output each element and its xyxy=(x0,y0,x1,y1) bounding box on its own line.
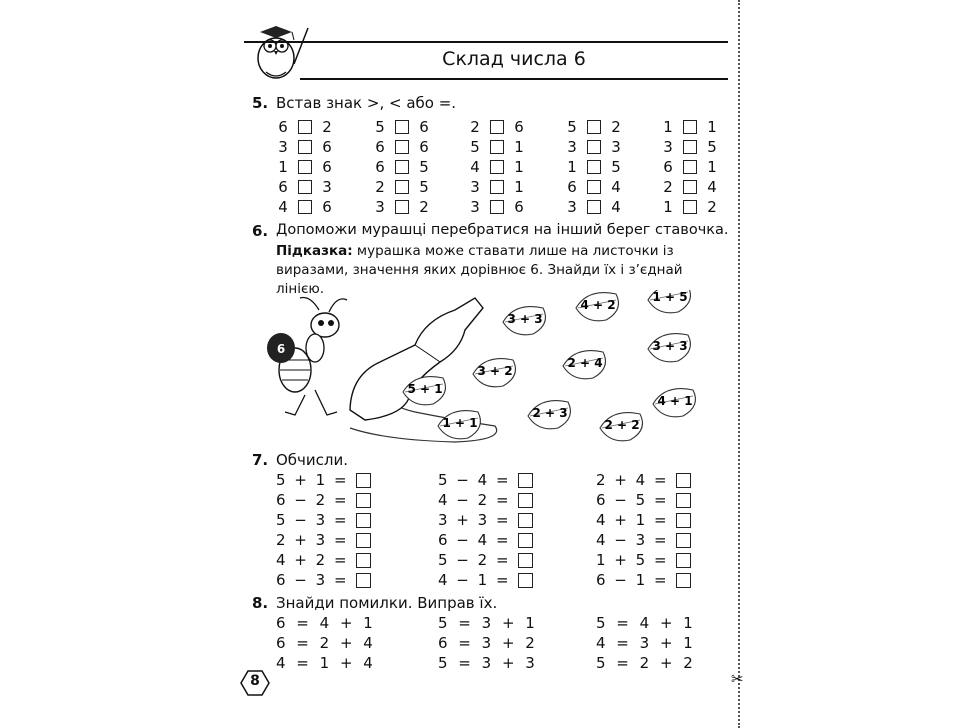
calc-expression: 4 + 2 = xyxy=(276,551,349,569)
left-number: 2 xyxy=(663,178,673,196)
answer-box[interactable] xyxy=(518,533,533,548)
comparison-item xyxy=(373,177,431,197)
hint-text: мурашка може ставати лише на листочки із виразами, значення яких дорівнює 6. Знайди їх і з’єднай лінією. xyxy=(276,243,683,297)
calc-expression: 6 − 4 = xyxy=(438,531,511,549)
right-number: 2 xyxy=(322,118,332,136)
answer-box[interactable] xyxy=(356,493,371,508)
answer-box[interactable] xyxy=(676,573,691,588)
calc-expression: 4 − 1 = xyxy=(438,571,511,589)
page-number: 8 xyxy=(250,673,260,689)
answer-box[interactable] xyxy=(587,200,601,214)
left-number: 3 xyxy=(470,178,480,196)
task8-number: 8. xyxy=(252,594,269,612)
comparison-item xyxy=(468,137,526,157)
comparison-item xyxy=(276,157,334,177)
answer-box[interactable] xyxy=(676,513,691,528)
right-number: 1 xyxy=(707,118,717,136)
left-number: 6 xyxy=(375,158,385,176)
left-number: 6 xyxy=(278,178,288,196)
hint-label: Підказка: xyxy=(276,243,353,259)
calc-expression: 2 + 4 = xyxy=(596,471,669,489)
calc-item xyxy=(438,570,533,590)
header-rule-bottom xyxy=(300,78,728,80)
comparison-item xyxy=(276,137,334,157)
right-number: 5 xyxy=(419,158,429,176)
calc-item xyxy=(276,550,371,570)
comparison-item xyxy=(373,197,431,217)
comparison-item xyxy=(661,157,719,177)
calc-item xyxy=(596,510,691,530)
answer-box[interactable] xyxy=(395,200,409,214)
calc-expression: 6 − 2 = xyxy=(276,491,349,509)
answer-box[interactable] xyxy=(587,180,601,194)
equation-item: 4 = 3 + 1 xyxy=(596,634,696,652)
comparison-item xyxy=(373,117,431,137)
comparison-item xyxy=(565,177,623,197)
task8-instruction: Знайди помилки. Виправ їх. xyxy=(276,594,498,612)
left-number: 4 xyxy=(470,158,480,176)
answer-box[interactable] xyxy=(490,160,504,174)
calc-item xyxy=(276,510,371,530)
answer-box[interactable] xyxy=(587,160,601,174)
left-number: 1 xyxy=(567,158,577,176)
right-number: 6 xyxy=(322,198,332,216)
answer-box[interactable] xyxy=(298,200,312,214)
calc-item xyxy=(276,530,371,550)
calc-expression: 4 + 1 = xyxy=(596,511,669,529)
right-number: 6 xyxy=(419,138,429,156)
calc-expression: 1 + 5 = xyxy=(596,551,669,569)
calc-item xyxy=(438,470,533,490)
leaf[interactable] xyxy=(648,334,690,362)
page-title: Склад числа 6 xyxy=(442,48,586,70)
task6-instruction: Допоможи мурашці перебратися на інший берег ставочка. xyxy=(276,222,729,238)
right-number: 1 xyxy=(514,138,524,156)
comparison-item xyxy=(468,177,526,197)
leaf-expression: 2 + 3 xyxy=(532,406,568,420)
right-number: 1 xyxy=(514,158,524,176)
answer-box[interactable] xyxy=(395,160,409,174)
leaf[interactable] xyxy=(528,401,570,429)
right-number: 1 xyxy=(514,178,524,196)
right-number: 6 xyxy=(514,118,524,136)
answer-box[interactable] xyxy=(518,553,533,568)
calc-expression: 6 − 3 = xyxy=(276,571,349,589)
equation-item: 6 = 3 + 2 xyxy=(438,634,538,652)
task7-instruction: Обчисли. xyxy=(276,451,349,469)
answer-box[interactable] xyxy=(298,180,312,194)
right-number: 2 xyxy=(707,198,717,216)
left-number: 2 xyxy=(470,118,480,136)
answer-box[interactable] xyxy=(356,573,371,588)
comparison-item xyxy=(661,197,719,217)
leaf-expression: 5 + 1 xyxy=(407,382,443,396)
left-number: 5 xyxy=(375,118,385,136)
answer-box[interactable] xyxy=(683,120,697,134)
right-number: 3 xyxy=(611,138,621,156)
comparison-item xyxy=(276,177,334,197)
calc-item xyxy=(596,470,691,490)
right-number: 6 xyxy=(514,198,524,216)
calc-expression: 6 − 5 = xyxy=(596,491,669,509)
task5-number: 5. xyxy=(252,94,269,112)
comparison-item xyxy=(565,197,623,217)
answer-box[interactable] xyxy=(356,473,371,488)
calc-item xyxy=(596,530,691,550)
scissors-icon: ✂ xyxy=(731,670,744,688)
comparison-item xyxy=(468,197,526,217)
answer-box[interactable] xyxy=(676,553,691,568)
answer-box[interactable] xyxy=(298,160,312,174)
answer-box[interactable] xyxy=(518,493,533,508)
left-number: 6 xyxy=(567,178,577,196)
calc-item xyxy=(438,550,533,570)
leaf[interactable] xyxy=(653,389,695,417)
answer-box[interactable] xyxy=(683,140,697,154)
leaf-expression: 3 + 3 xyxy=(507,312,543,326)
calc-expression: 4 − 3 = xyxy=(596,531,669,549)
answer-box[interactable] xyxy=(490,120,504,134)
equation-item: 5 = 4 + 1 xyxy=(596,614,696,632)
calc-item xyxy=(596,570,691,590)
comparison-item xyxy=(565,137,623,157)
answer-box[interactable] xyxy=(490,180,504,194)
left-number: 4 xyxy=(278,198,288,216)
calc-expression: 6 − 1 = xyxy=(596,571,669,589)
right-number: 4 xyxy=(707,178,717,196)
calc-item xyxy=(276,470,371,490)
answer-box[interactable] xyxy=(490,140,504,154)
equation-item: 5 = 3 + 3 xyxy=(438,654,538,672)
right-number: 2 xyxy=(611,118,621,136)
comparison-item xyxy=(661,117,719,137)
left-number: 3 xyxy=(567,138,577,156)
calc-item xyxy=(596,550,691,570)
equation-item: 6 = 4 + 1 xyxy=(276,614,376,632)
leaf[interactable] xyxy=(576,293,618,321)
left-number: 6 xyxy=(375,138,385,156)
leaf-expression: 1 + 5 xyxy=(652,290,688,304)
left-number: 3 xyxy=(375,198,385,216)
left-number: 3 xyxy=(567,198,577,216)
left-number: 2 xyxy=(375,178,385,196)
answer-box[interactable] xyxy=(490,200,504,214)
answer-box[interactable] xyxy=(676,473,691,488)
comparison-item xyxy=(373,137,431,157)
equation-item: 5 = 2 + 2 xyxy=(596,654,696,672)
left-number: 6 xyxy=(278,118,288,136)
right-number: 3 xyxy=(322,178,332,196)
leaf-expression: 4 + 2 xyxy=(580,298,616,312)
left-number: 3 xyxy=(278,138,288,156)
equation-item: 5 = 3 + 1 xyxy=(438,614,538,632)
leaf-expression: 2 + 4 xyxy=(567,356,603,370)
comparison-item xyxy=(661,177,719,197)
calc-item xyxy=(438,490,533,510)
header-rule-top xyxy=(244,41,728,43)
calc-expression: 5 − 2 = xyxy=(438,551,511,569)
left-number: 1 xyxy=(278,158,288,176)
left-number: 5 xyxy=(567,118,577,136)
comparison-item xyxy=(565,157,623,177)
right-number: 5 xyxy=(611,158,621,176)
left-number: 1 xyxy=(663,198,673,216)
right-number: 6 xyxy=(322,158,332,176)
answer-box[interactable] xyxy=(518,573,533,588)
answer-box[interactable] xyxy=(395,120,409,134)
left-number: 5 xyxy=(470,138,480,156)
right-number: 5 xyxy=(419,178,429,196)
comparison-item xyxy=(373,157,431,177)
leaf-expression: 1 + 1 xyxy=(442,416,478,430)
answer-box[interactable] xyxy=(395,140,409,154)
leaf[interactable] xyxy=(600,413,642,441)
leaf[interactable] xyxy=(438,411,480,439)
comparison-item xyxy=(661,137,719,157)
equation-item: 4 = 1 + 4 xyxy=(276,654,376,672)
answer-box[interactable] xyxy=(356,553,371,568)
leaf[interactable] xyxy=(473,359,515,387)
calc-expression: 5 − 3 = xyxy=(276,511,349,529)
answer-box[interactable] xyxy=(676,493,691,508)
right-number: 1 xyxy=(707,158,717,176)
leaf-expression: 3 + 2 xyxy=(477,364,513,378)
right-number: 4 xyxy=(611,178,621,196)
answer-box[interactable] xyxy=(683,200,697,214)
calc-item xyxy=(276,570,371,590)
cut-line xyxy=(738,0,740,728)
right-number: 5 xyxy=(707,138,717,156)
answer-box[interactable] xyxy=(518,473,533,488)
calc-expression: 5 + 1 = xyxy=(276,471,349,489)
answer-box[interactable] xyxy=(587,140,601,154)
equation-item: 6 = 2 + 4 xyxy=(276,634,376,652)
left-number: 1 xyxy=(663,118,673,136)
left-number: 3 xyxy=(663,138,673,156)
leaf-expression: 4 + 1 xyxy=(657,394,693,408)
comparison-item xyxy=(468,157,526,177)
leaf-expression: 3 + 3 xyxy=(652,339,688,353)
answer-box[interactable] xyxy=(298,120,312,134)
comparison-item xyxy=(276,117,334,137)
calc-item xyxy=(438,530,533,550)
answer-box[interactable] xyxy=(683,180,697,194)
right-number: 4 xyxy=(611,198,621,216)
comparison-item xyxy=(276,197,334,217)
ant-number: 6 xyxy=(276,342,286,356)
right-number: 2 xyxy=(419,198,429,216)
answer-box[interactable] xyxy=(356,533,371,548)
task5-instruction: Встав знак >, < або =. xyxy=(276,94,457,112)
answer-box[interactable] xyxy=(356,513,371,528)
task6-illustration xyxy=(255,290,735,450)
comparison-item xyxy=(565,117,623,137)
ant-icon xyxy=(267,298,347,416)
answer-box[interactable] xyxy=(298,140,312,154)
calc-expression: 5 − 4 = xyxy=(438,471,511,489)
left-number: 3 xyxy=(470,198,480,216)
right-number: 6 xyxy=(322,138,332,156)
leaf[interactable] xyxy=(503,307,545,335)
calc-item xyxy=(596,490,691,510)
answer-box[interactable] xyxy=(518,513,533,528)
leaf[interactable] xyxy=(648,290,690,313)
answer-box[interactable] xyxy=(587,120,601,134)
leaf[interactable] xyxy=(563,351,605,379)
calc-expression: 4 − 2 = xyxy=(438,491,511,509)
right-number: 6 xyxy=(419,118,429,136)
calc-item xyxy=(276,490,371,510)
calc-item xyxy=(438,510,533,530)
left-number: 6 xyxy=(663,158,673,176)
task6-number: 6. xyxy=(252,222,269,240)
leaf-expression: 2 + 2 xyxy=(604,418,640,432)
task7-number: 7. xyxy=(252,451,269,469)
answer-box[interactable] xyxy=(676,533,691,548)
calc-expression: 2 + 3 = xyxy=(276,531,349,549)
comparison-item xyxy=(468,117,526,137)
answer-box[interactable] xyxy=(395,180,409,194)
calc-expression: 3 + 3 = xyxy=(438,511,511,529)
answer-box[interactable] xyxy=(683,160,697,174)
